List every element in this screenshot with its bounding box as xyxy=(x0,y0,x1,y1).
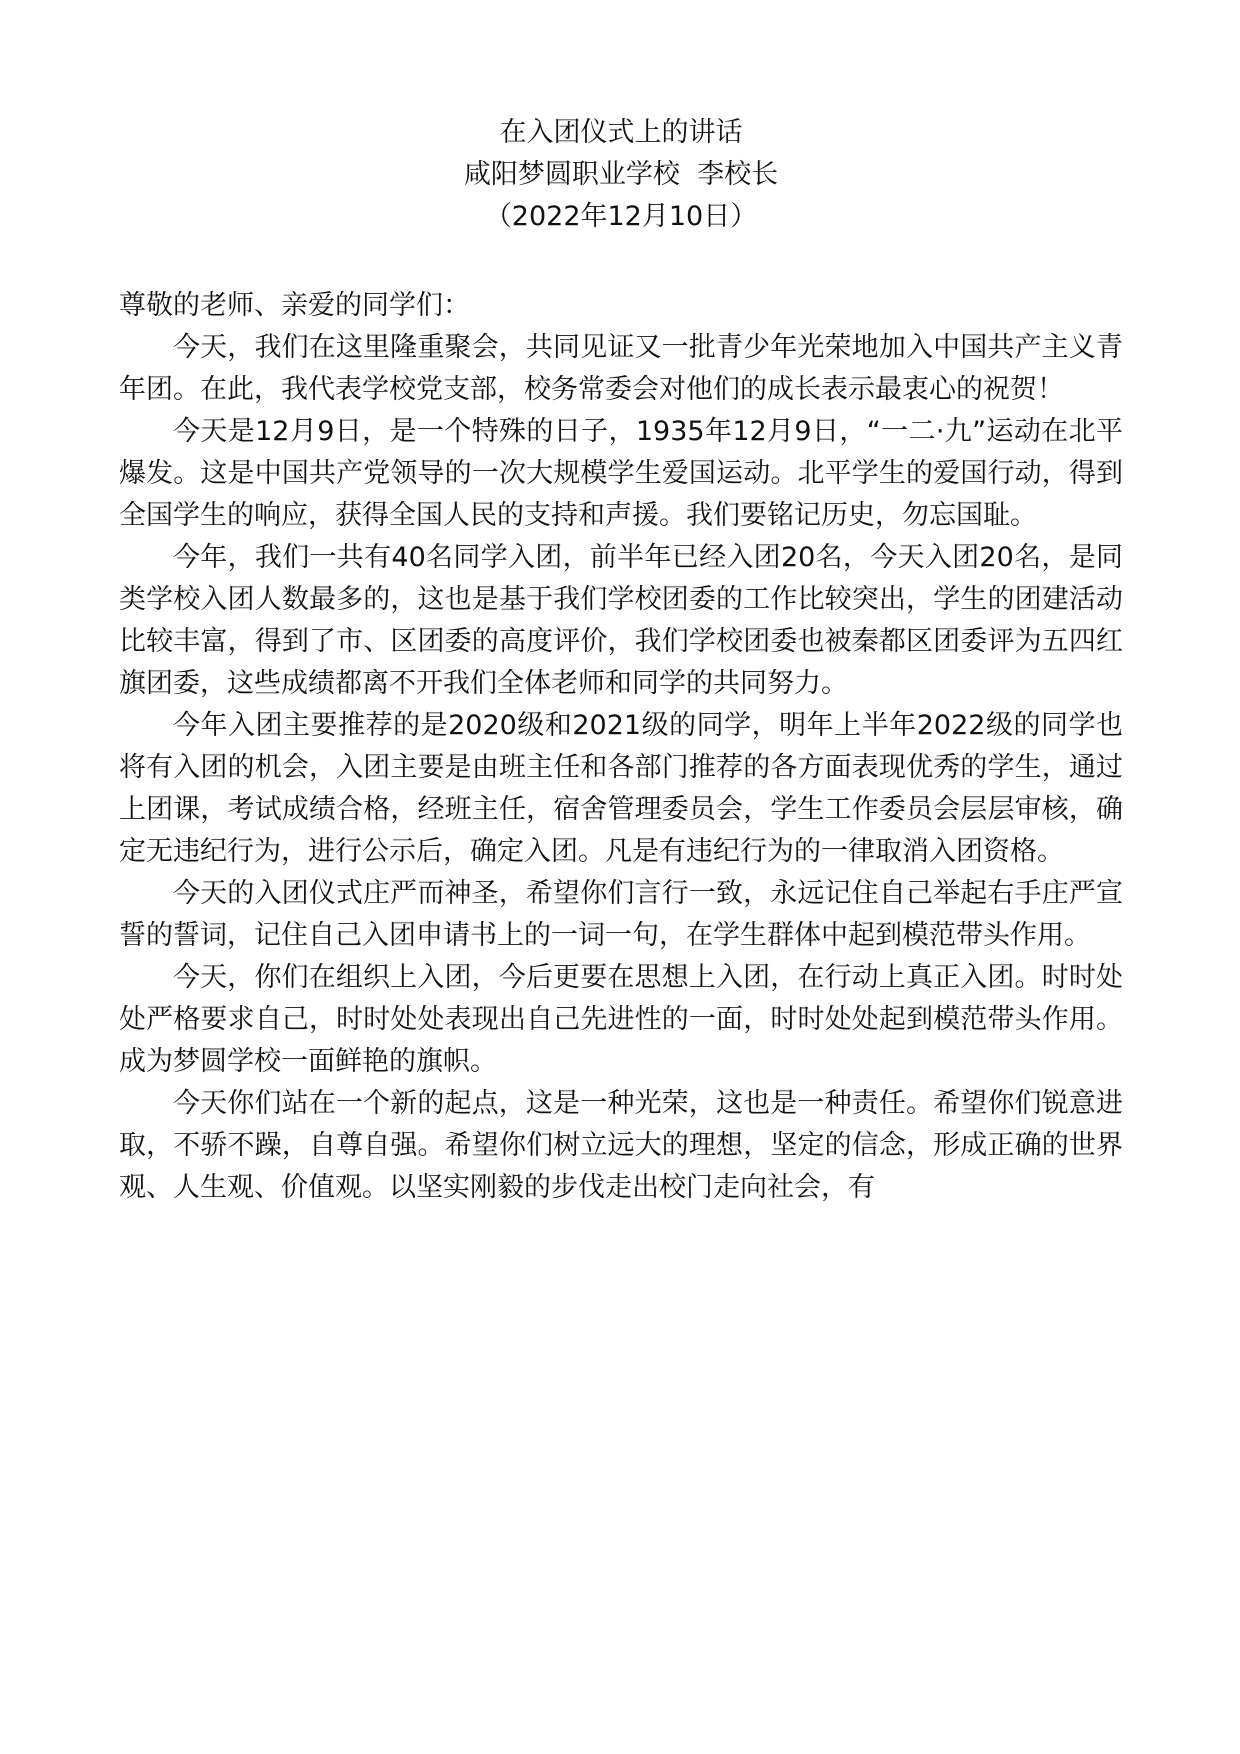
document-heading xyxy=(119,112,1123,238)
paragraph: 今年，我们一共有40名同学入团，前半年已经入团20名，今天入团20名，是同类学校入团人数最多的，这也是基于我们学校团委的工作比较突出，学生的团建活动比较丰富，得到了市、区团委的高度评价，我们学校团委也被秦都区团委评为五四红旗团委，这些成绩都离不开我们全体老师和同学的共同努力。 xyxy=(119,542,1123,699)
date-line: （2022年12月10日） xyxy=(484,201,758,232)
paragraph: 今天你们站在一个新的起点，这是一种光荣，这也是一种责任。希望你们锐意进取，不骄不躁，自尊自强。希望你们树立远大的理想，坚定的信念，形成正确的世界观、人生观、价值观。以坚实刚毅的步伐走出校门走向社会，有 xyxy=(119,1088,1123,1203)
paragraph: 今年入团主要推荐的是2020级和2021级的同学，明年上半年2022级的同学也将有入团的机会，入团主要是由班主任和各部门推荐的各方面表现优秀的学生，通过上团课，考试成绩合格，经班主任，宿舍管理委员会，学生工作委员会层层审核，确定无违纪行为，进行公示后，确定入团。凡是有违纪行为的一律取消入团资格。 xyxy=(119,710,1123,867)
document-title: 在入团仪式上的讲话 xyxy=(499,117,743,148)
document-page xyxy=(119,112,1123,1209)
salutation: 尊敬的老师、亲爱的同学们： xyxy=(119,290,470,321)
paragraph: 今天是12月9日，是一个特殊的日子，1935年12月9日，“一二·九”运动在北平爆发。这是中国共产党领导的一次大规模学生爱国运动。北平学生的爱国行动，得到全国学生的响应，获得全国人民的支持和声援。我们要铭记历史，勿忘国耻。 xyxy=(119,416,1123,531)
speech-body xyxy=(119,327,1123,1209)
paragraph: 今天，我们在这里隆重聚会，共同见证又一批青少年光荣地加入中国共产主义青年团。在此，我代表学校党支部，校务常委会对他们的成长表示最衷心的祝贺！ xyxy=(119,332,1123,405)
paragraph: 今天，你们在组织上入团，今后更要在思想上入团，在行动上真正入团。时时处处严格要求自己，时时处处表现出自己先进性的一面，时时处处起到模范带头作用。成为梦圆学校一面鲜艳的旗帜。 xyxy=(119,962,1123,1077)
author-line: 咸阳梦圆职业学校 李校长 xyxy=(463,159,779,190)
paragraph: 今天的入团仪式庄严而神圣，希望你们言行一致，永远记住自己举起右手庄严宣誓的誓词，记住自己入团申请书上的一词一句，在学生群体中起到模范带头作用。 xyxy=(119,878,1123,951)
